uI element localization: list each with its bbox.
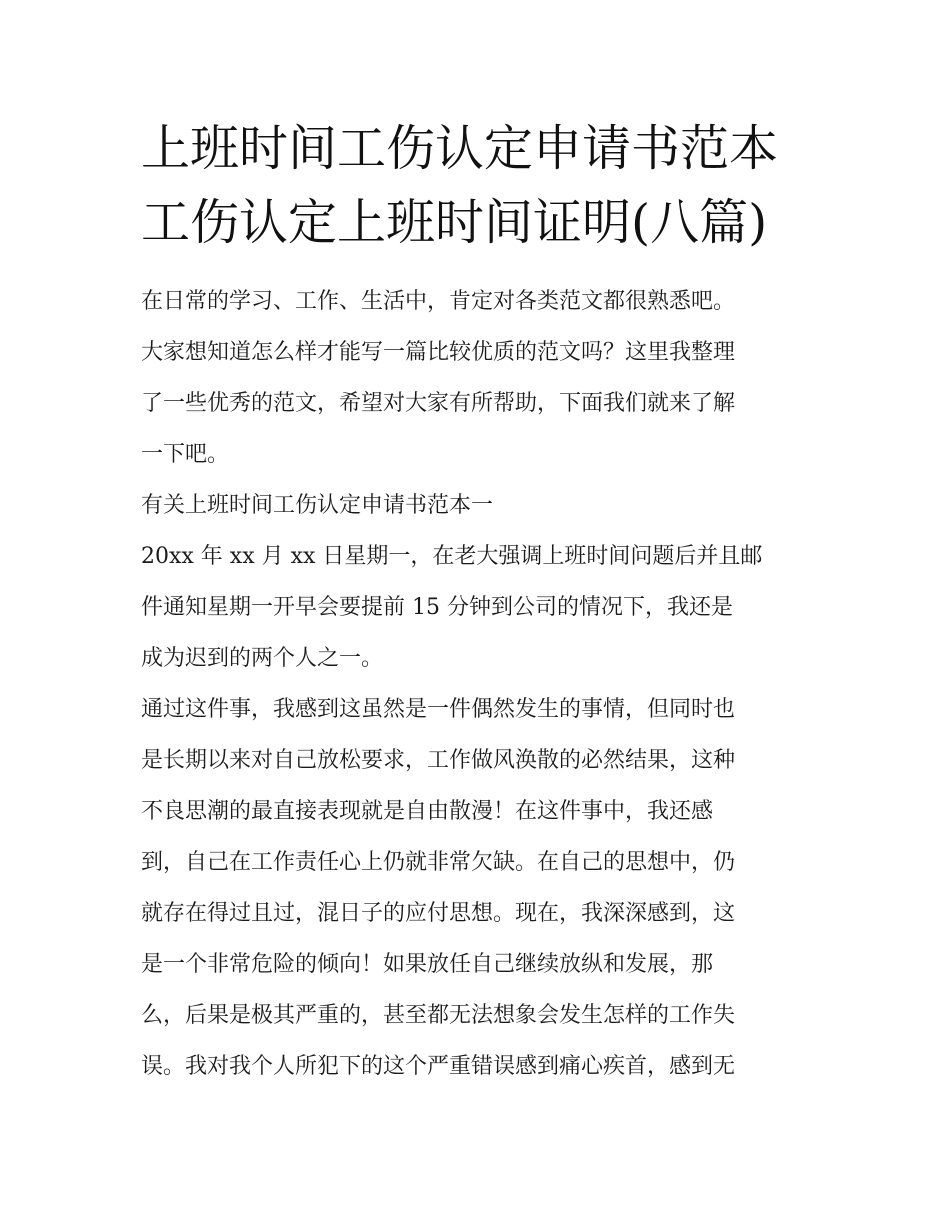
paragraph-line: 到，自己在工作责任心上仍就非常欠缺。在自己的思想中，仍 (141, 850, 736, 875)
section-heading: 有关上班时间工伤认定申请书范本一 (141, 493, 494, 518)
paragraph-line: 是一个非常危险的倾向！如果放任自己继续放纵和发展，那 (141, 952, 714, 977)
paragraph-line: 么，后果是极其严重的，甚至都无法想象会发生怎样的工作失 (141, 1003, 736, 1028)
paragraph-line: 一下吧。 (141, 442, 230, 467)
paragraph-line: 在日常的学习、工作、生活中，肯定对各类范文都很熟悉吧。 (141, 289, 736, 314)
title-line: 上班时间工伤认定申请书范本 (141, 120, 779, 177)
paragraph-line: 件通知星期一开早会要提前 15 分钟到公司的情况下，我还是 (141, 595, 733, 620)
paragraph-line: 就存在得过且过，混日子的应付思想。现在，我深深感到，这 (141, 901, 736, 926)
document-title (141, 112, 821, 260)
title-line: 工伤认定上班时间证明(八篇) (141, 194, 768, 251)
paragraph-line: 20xx 年 xx 月 xx 日星期一，在老大强调上班时间问题后并且邮 (141, 544, 763, 569)
paragraph-line: 误。我对我个人所犯下的这个严重错误感到痛心疾首，感到无 (141, 1054, 736, 1079)
paragraph-line: 了一些优秀的范文，希望对大家有所帮助，下面我们就来了解 (141, 391, 736, 416)
paragraph-line: 大家想知道怎么样才能写一篇比较优质的范文吗？这里我整理 (141, 340, 736, 365)
paragraph-line: 成为迟到的两个人之一。 (141, 646, 384, 671)
document-body (141, 276, 821, 1092)
paragraph-line: 不良思潮的最直接表现就是自由散漫！在这件事中，我还感 (141, 799, 714, 824)
paragraph-line: 是长期以来对自己放松要求，工作做风涣散的必然结果，这种 (141, 748, 736, 773)
paragraph-line: 通过这件事，我感到这虽然是一件偶然发生的事情，但同时也 (141, 697, 736, 722)
